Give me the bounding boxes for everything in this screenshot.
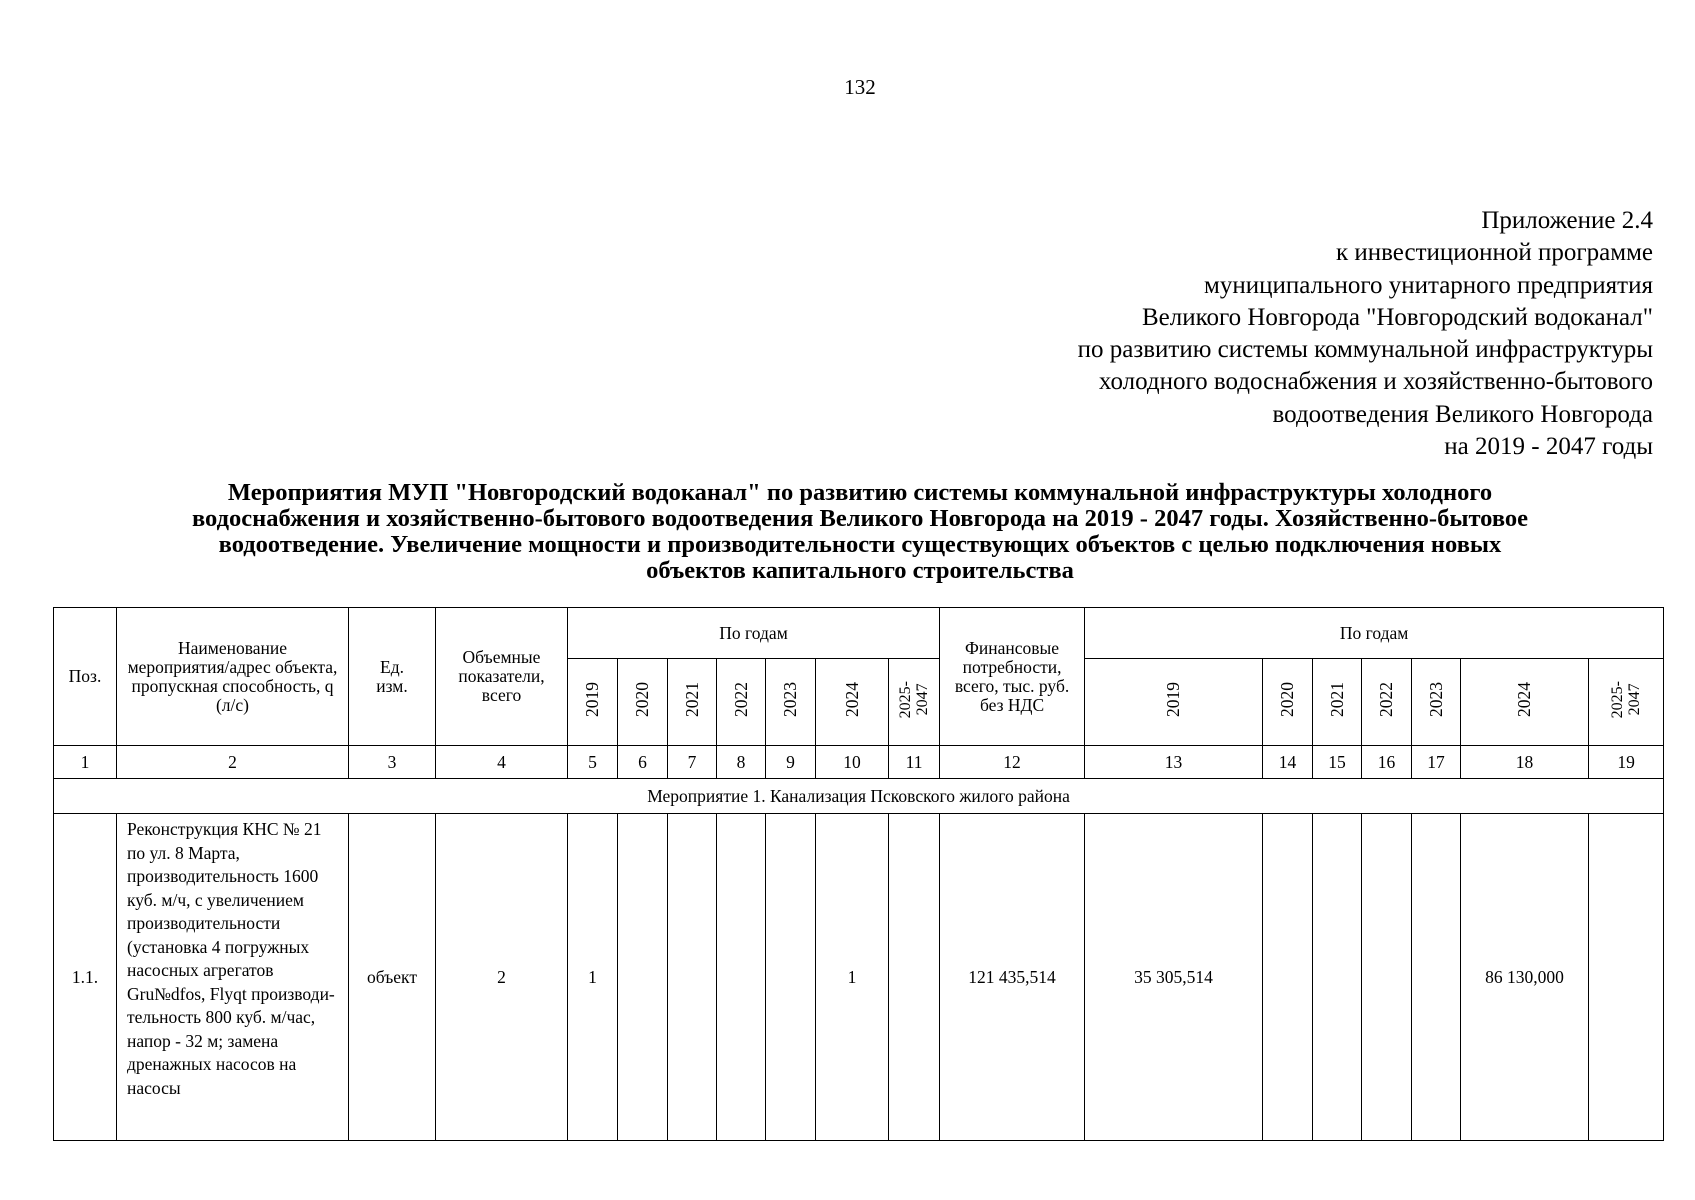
column-number: 2 xyxy=(117,746,349,779)
header-unit: Ед. изм. xyxy=(349,608,436,746)
title-line: объектов капитального строительства xyxy=(646,557,1074,584)
column-number: 1 xyxy=(54,746,117,779)
header-row-1 xyxy=(54,608,1664,659)
appendix-line: к инвестиционной программе xyxy=(1335,239,1653,267)
column-number: 7 xyxy=(668,746,717,779)
appendix-line: на 2019 - 2047 годы xyxy=(1444,433,1653,461)
measures-table xyxy=(53,607,1664,1141)
cell-2019: 1 xyxy=(568,814,618,1141)
column-number: 17 xyxy=(1412,746,1461,779)
column-number: 14 xyxy=(1263,746,1313,779)
cell-finance-2019: 35 305,514 xyxy=(1085,814,1263,1141)
title-line: водоснабжения и хозяйственно-бытового водоотведения Великого Новгорода на 2019 - 2047 годы. Хозяйственно-бытовое xyxy=(191,505,1529,532)
cell-finance-2024: 86 130,000 xyxy=(1461,814,1589,1141)
cell-2020 xyxy=(618,814,668,1141)
page-number: 132 xyxy=(844,75,876,99)
column-number: 6 xyxy=(618,746,668,779)
cell-finance-2023 xyxy=(1412,814,1461,1141)
column-number: 8 xyxy=(717,746,766,779)
column-number: 4 xyxy=(436,746,568,779)
column-number: 9 xyxy=(766,746,816,779)
column-number: 19 xyxy=(1589,746,1664,779)
cell-2025-2047 xyxy=(889,814,940,1141)
appendix-line: Приложение 2.4 xyxy=(1481,207,1653,234)
title-line: Мероприятия МУП "Новгородский водоканал" по развитию системы коммунальной инфраструктуры холодного xyxy=(227,479,1493,506)
header-name: Наименование мероприятия/адрес объекта, пропускная способность, q (л/с) xyxy=(117,608,349,746)
section-row xyxy=(54,779,1664,814)
header-by-years-finance: По годам xyxy=(1085,608,1664,659)
title-line: водоотведение. Увеличение мощности и производительности существующих объектов с целью подключения новых xyxy=(218,531,1502,558)
column-number: 5 xyxy=(568,746,618,779)
year-header: 2022 xyxy=(717,659,766,746)
column-number: 11 xyxy=(889,746,940,779)
year-header: 2021 xyxy=(668,659,717,746)
cell-2021 xyxy=(668,814,717,1141)
cell-unit: объект xyxy=(349,814,436,1141)
table-row xyxy=(54,814,1664,1141)
appendix-note xyxy=(1078,205,1653,463)
column-number-row xyxy=(54,746,1664,779)
year-header: 2021 xyxy=(1313,659,1362,746)
year-header: 2025- 2047 xyxy=(1589,659,1664,746)
cell-finance-total: 121 435,514 xyxy=(940,814,1085,1141)
year-header: 2023 xyxy=(1412,659,1461,746)
column-number: 10 xyxy=(816,746,889,779)
cell-2022 xyxy=(717,814,766,1141)
header-by-years: По годам xyxy=(568,608,940,659)
appendix-line: водоотведения Великого Новгорода xyxy=(1272,400,1653,428)
year-header: 2019 xyxy=(568,659,618,746)
header-finance: Финансовые потребности, всего, тыс. руб. без НДС xyxy=(940,608,1085,746)
cell-finance-2025-2047 xyxy=(1589,814,1664,1141)
cell-volume: 2 xyxy=(436,814,568,1141)
year-header: 2020 xyxy=(618,659,668,746)
year-header: 2025- 2047 xyxy=(889,659,940,746)
column-number: 3 xyxy=(349,746,436,779)
year-header: 2024 xyxy=(816,659,889,746)
header-pos: Поз. xyxy=(54,608,117,746)
column-number: 15 xyxy=(1313,746,1362,779)
cell-finance-2020 xyxy=(1263,814,1313,1141)
year-header: 2019 xyxy=(1085,659,1263,746)
cell-2024: 1 xyxy=(816,814,889,1141)
year-header: 2020 xyxy=(1263,659,1313,746)
cell-name: Реконструкция КНС № 21 по ул. 8 Марта, производительность 1600 куб. м/ч, с увеличением производительности (установка 4 погружных насосных агрегатов Gru№dfos, Flyqt производи-тельность 800 куб. м/час, напор - 32 м; замена дренажных насосов на насосы xyxy=(117,814,349,1141)
appendix-line: Великого Новгорода "Новгородский водоканал" xyxy=(1141,303,1653,331)
column-number: 13 xyxy=(1085,746,1263,779)
cell-2023 xyxy=(766,814,816,1141)
column-number: 16 xyxy=(1362,746,1412,779)
section-title: Мероприятие 1. Канализация Псковского жилого района xyxy=(54,779,1664,814)
year-header: 2024 xyxy=(1461,659,1589,746)
appendix-line: холодного водоснабжения и хозяйственно-бытового xyxy=(1098,368,1653,396)
year-header: 2022 xyxy=(1362,659,1412,746)
cell-finance-2022 xyxy=(1362,814,1412,1141)
appendix-line: по развитию системы коммунальной инфраструктуры xyxy=(1077,336,1653,364)
appendix-line: муниципального унитарного предприятия xyxy=(1204,271,1653,299)
cell-finance-2021 xyxy=(1313,814,1362,1141)
column-number: 12 xyxy=(940,746,1085,779)
document-title xyxy=(60,480,1660,584)
cell-pos: 1.1. xyxy=(54,814,117,1141)
column-number: 18 xyxy=(1461,746,1589,779)
header-volume: Объемные показатели, всего xyxy=(436,608,568,746)
year-header: 2023 xyxy=(766,659,816,746)
